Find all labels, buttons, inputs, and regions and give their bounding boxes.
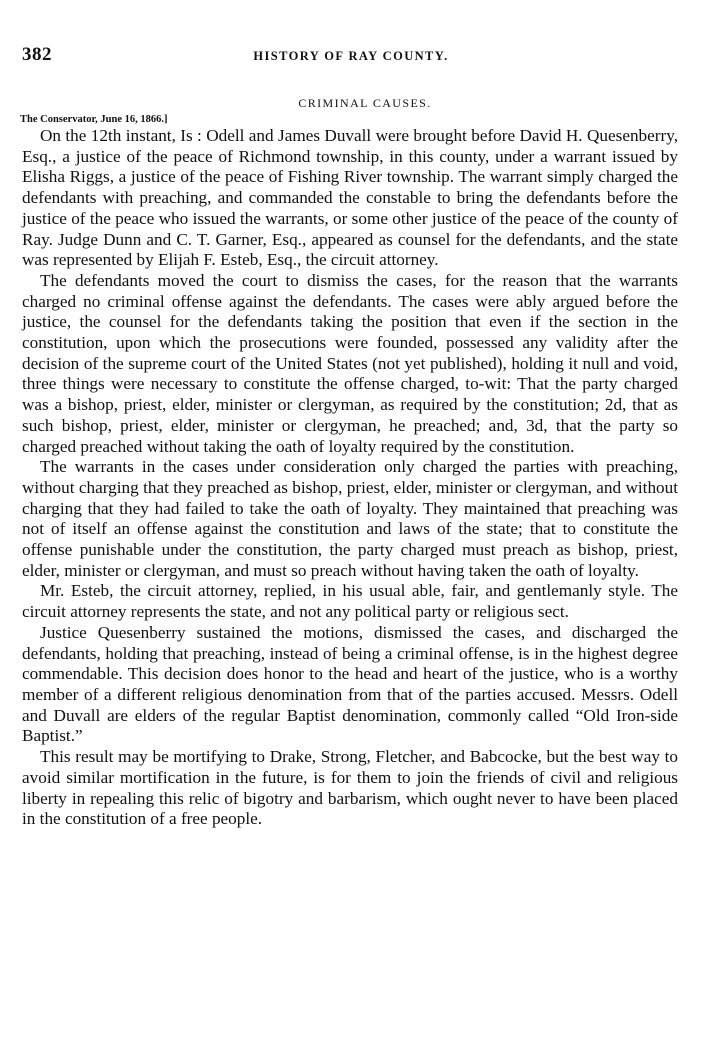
running-head: HISTORY OF RAY COUNTY. (253, 49, 449, 63)
page-number: 382 (22, 44, 52, 65)
paragraph-6: This result may be mortifying to Drake, Strong, Fletcher, and Babcocke, but the best way to avoid similar mortification in the future, is for them to join the friends of civil and religious liberty in repealing this relic of bigotry and barbarism, which ought never to have been placed in the constitution of a free people. (22, 747, 678, 829)
paragraph-5: Justice Quesenberry sustained the motions, dismissed the cases, and discharged the defendants, holding that preaching, instead of being a criminal offense, is in the highest degree commendable. This decision does honor to the head and heart of the justice, who is a worthy member of a different religious denomination from that of the parties accused. Messrs. Odell and Duvall are elders of the regular Baptist denomination, commonly called “Old Iron-side Baptist.” (22, 622, 678, 746)
article-body (22, 126, 678, 830)
paragraph-2: The defendants moved the court to dismiss the cases, for the reason that the warrants charged no criminal offense against the defendants. The cases were ably argued before the justice, the counsel for the defendants taking the position that even if the section in the constitution, upon which the prosecutions were founded, possessed any validity after the decision of the supreme court of the United States (not yet published), holding it null and void, three things were necessary to constitute the offense charged, to-wit: That the party charged was a bishop, priest, elder, minister or clergyman, as required by the constitution; 2d, that as such bishop, priest, elder, minister or clergyman, he preached; and, 3d, that the party so charged preached without taking the oath of loyalty required by the constitution. (22, 270, 678, 456)
paragraph-3: The warrants in the cases under consideration only charged the parties with preaching, without charging that they preached as bishop, priest, elder, minister or clergyman, and without charging that they had failed to take the oath of loyalty. They maintained that preaching was not of itself an offense against the constitution and laws of the state; that to constitute the offense punishable under the constitution, the party charged must preach as bishop, priest, elder, minister or clergyman, and must so preach without having taken the oath of loyalty. (22, 457, 678, 580)
source-citation: The Conservator, June 16, 1866.] (20, 114, 168, 125)
paragraph-1: On the 12th instant, Is : Odell and James Duvall were brought before David H. Quesenberry, Esq., a justice of the peace of Richmond township, in this county, under a warrant issued by Elisha Riggs, a justice of the peace of Fishing River township. The warrant simply charged the defendants with preaching, and commanded the constable to bring the defendants before the justice of the peace who issued the warrants, or some other justice of the peace of the county of Ray. Judge Dunn and C. T. Garner, Esq., appeared as counsel for the defendants, and the state was represented by Elijah F. Esteb, Esq., the circuit attorney. (22, 126, 678, 270)
paragraph-4: Mr. Esteb, the circuit attorney, replied, in his usual able, fair, and gentlemanly style. The circuit attorney represents the state, and not any political party or religious sect. (22, 581, 678, 622)
section-title: CRIMINAL CAUSES. (298, 96, 432, 110)
